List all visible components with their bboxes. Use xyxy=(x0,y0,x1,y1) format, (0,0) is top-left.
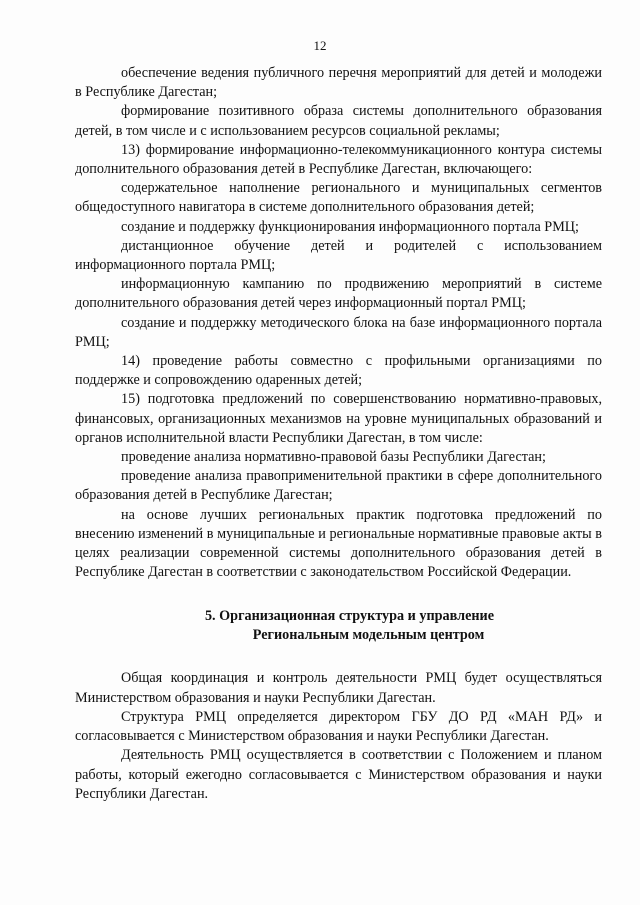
paragraph: на основе лучших региональных практик подготовка предложений по внесению изменений в муниципальные и региональные нормативные правовые акты в целях реализации современной системы дополнительного образования детей в Республике Дагестан в соответствии с законодательством Российской Федерации. xyxy=(75,506,602,581)
paragraph: содержательное наполнение регионального и муниципальных сегментов общедоступного навигатора в системе дополнительного образования детей; xyxy=(75,180,602,216)
paragraph: Общая координация и контроль деятельности РМЦ будет осуществляться Министерством образования и науки Республики Дагестан. xyxy=(75,670,602,706)
paragraph: дистанционное обучение детей и родителей с использованием информационного портала РМЦ; xyxy=(75,237,602,274)
paragraph: 14) проведение работы совместно с профильными организациями по поддержке и сопровождению одаренных детей; xyxy=(75,353,602,389)
paragraph: создание и поддержку методического блока на базе информационного портала РМЦ; xyxy=(75,314,602,350)
paragraph: создание и поддержку функционирования информационного портала РМЦ; xyxy=(121,218,579,235)
page-number: 12 xyxy=(313,38,327,53)
paragraph: 15) подготовка предложений по совершенствованию нормативно-правовых, финансовых, организационных механизмов на уровне муниципальных образований и органов исполнительной власти Республики Дагестан, в том числе: xyxy=(75,391,602,446)
paragraph: Деятельность РМЦ осуществляется в соответствии с Положением и планом работы, который ежегодно согласовывается с Министерством образования и науки Республики Дагестан. xyxy=(75,747,602,802)
paragraph: проведение анализа нормативно-правовой базы Республики Дагестан; xyxy=(121,449,546,466)
paragraph: формирование позитивного образа системы дополнительного образования детей, в том числе и с использованием ресурсов социальной рекламы; xyxy=(75,103,602,139)
section-heading-line1: 5. Организационная структура и управление xyxy=(204,608,495,625)
section-heading-line2: Региональным модельным центром xyxy=(252,627,485,644)
paragraph: 13) формирование информационно-телекоммуникационного контура системы дополнительного образования детей в Республике Дагестан, включающего: xyxy=(75,141,602,178)
document-body xyxy=(75,64,602,804)
section-heading xyxy=(75,607,602,645)
paragraph: проведение анализа правоприменительной практики в сфере дополнительного образования детей в Республике Дагестан; xyxy=(75,468,602,504)
paragraph: Структура РМЦ определяется директором ГБУ ДО РД «МАН РД» и согласовывается с Министерством образования и науки Республики Дагестан. xyxy=(75,708,602,745)
paragraph: информационную кампанию по продвижению мероприятий в системе дополнительного образования детей через информационный портал РМЦ; xyxy=(75,276,602,312)
paragraph: обеспечение ведения публичного перечня мероприятий для детей и молодежи в Республике Дагестан; xyxy=(75,65,602,101)
